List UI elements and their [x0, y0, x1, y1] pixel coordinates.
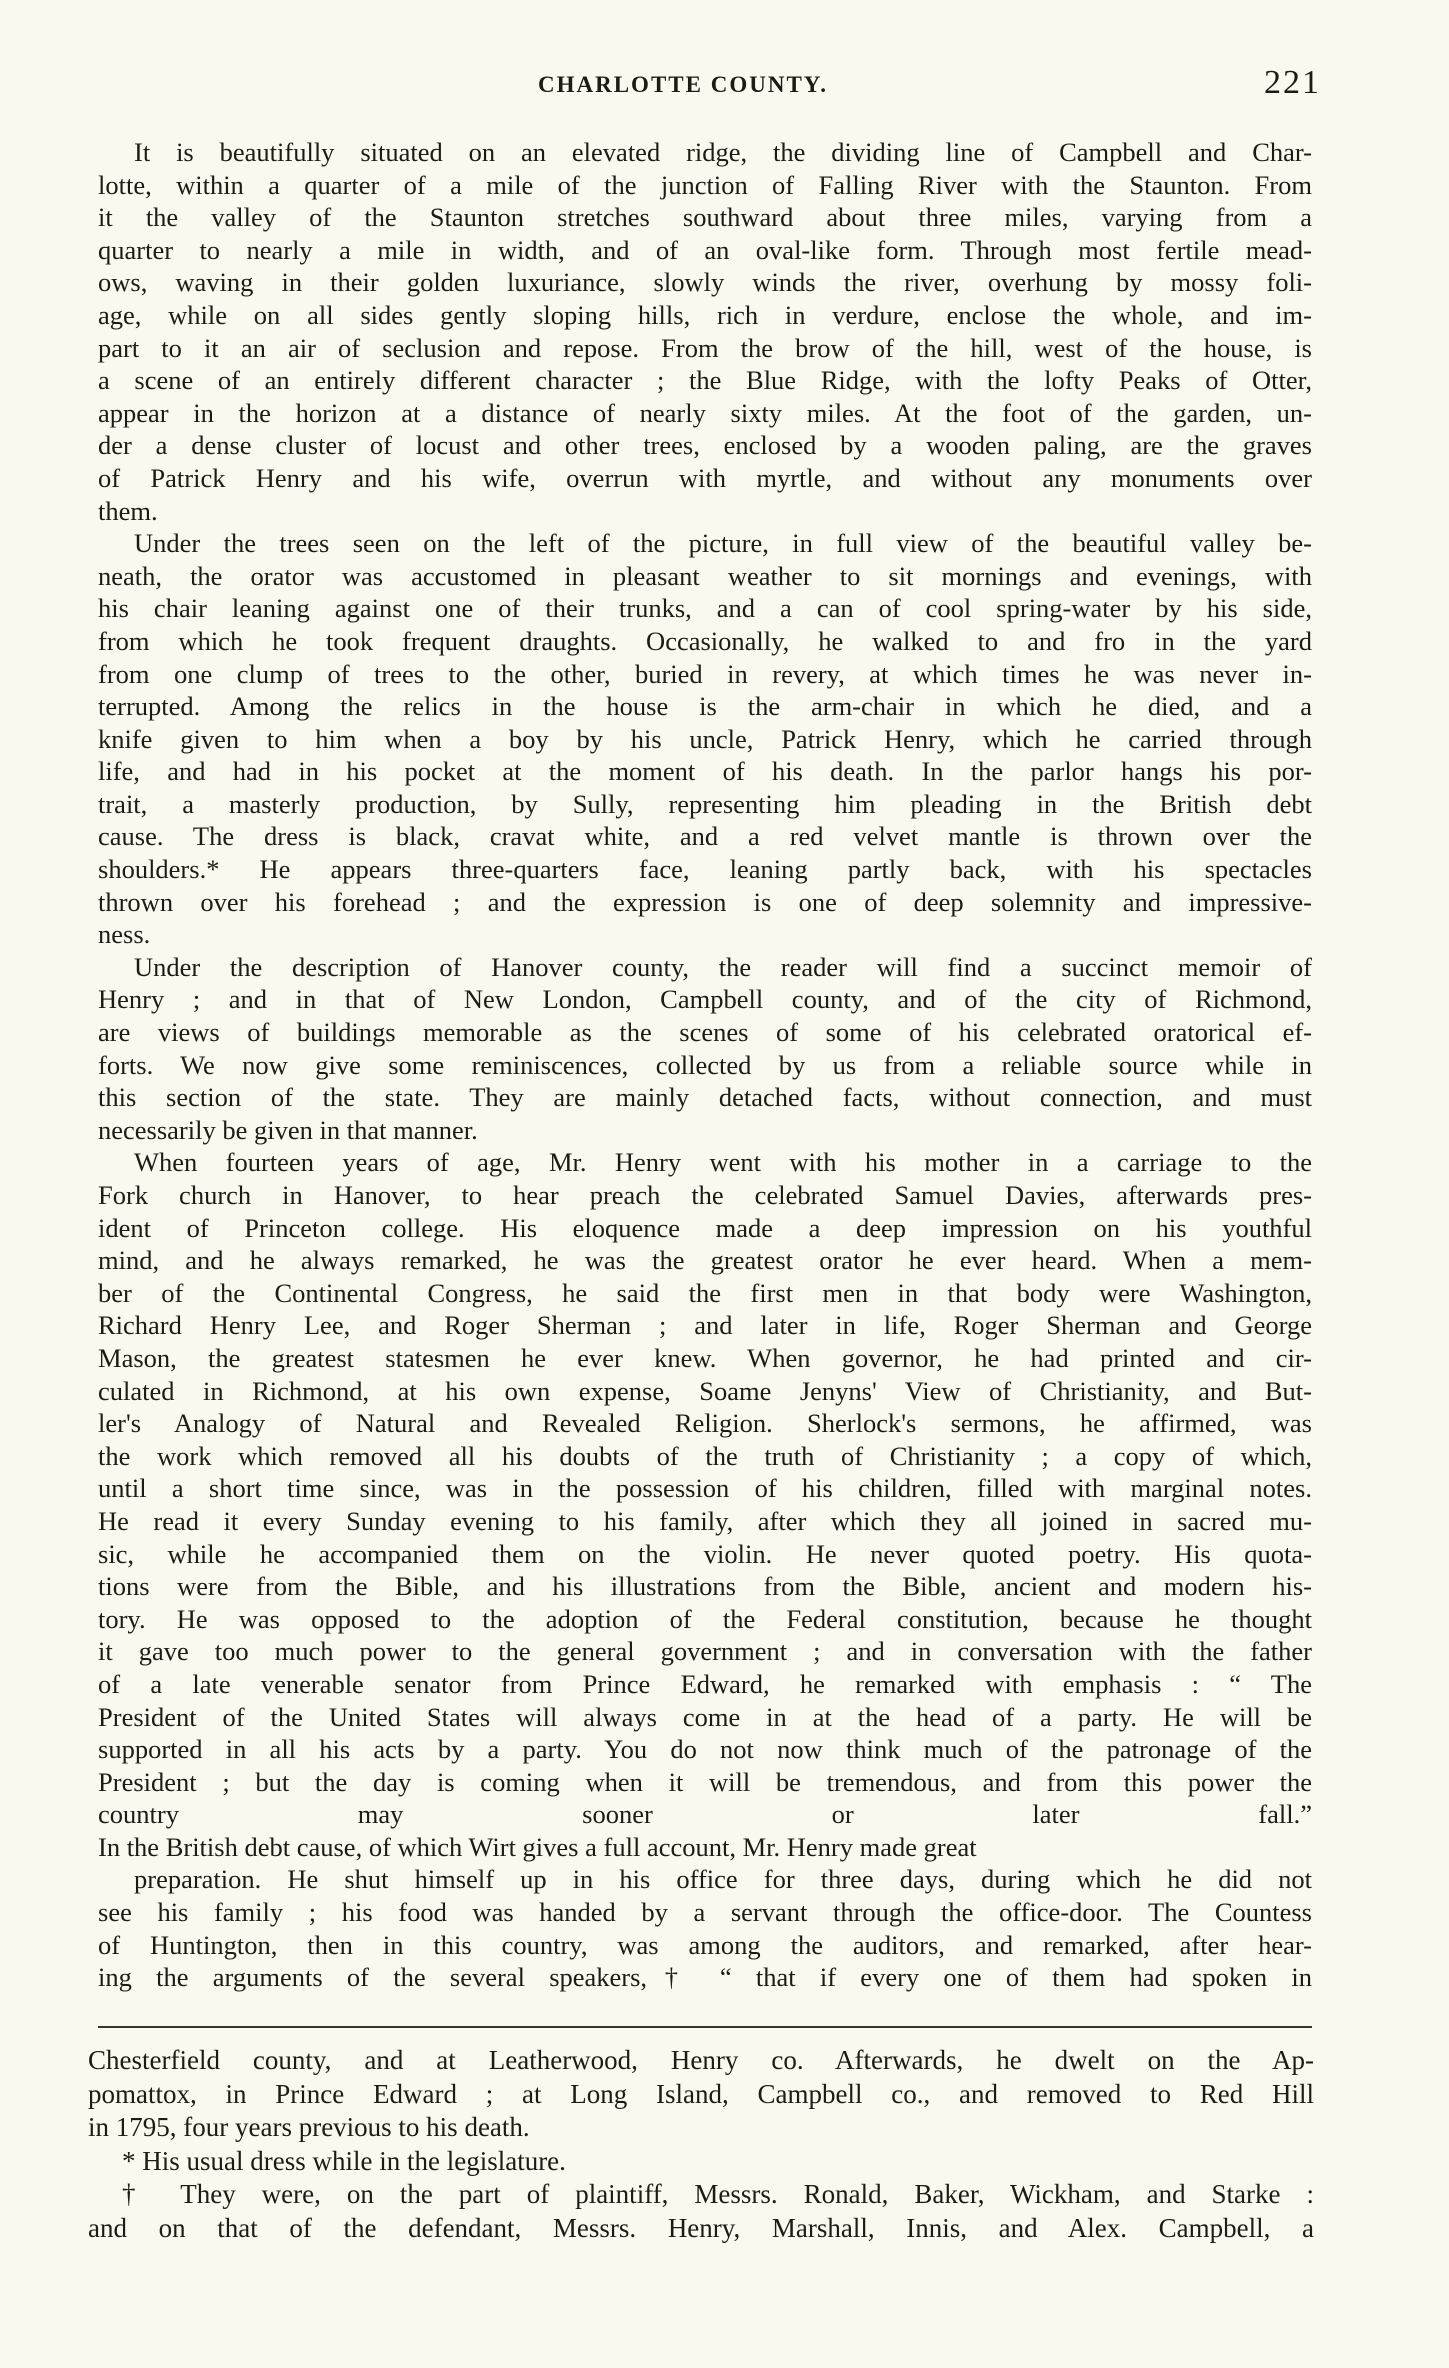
text-line: see his family ; his food was handed by a servant through the office-door. The Countess: [98, 1897, 1312, 1928]
text-line: sic, while he accompanied them on the violin. He never quoted poetry. His quota-: [98, 1538, 1312, 1569]
text-line: life, and had in his pocket at the moment of his death. In the parlor hangs his por-: [98, 756, 1312, 787]
text-line: appear in the horizon at a distance of nearly sixty miles. At the foot of the garden, un-: [98, 397, 1312, 428]
text-line: forts. We now give some reminiscences, collected by us from a reliable source while in: [98, 1049, 1312, 1080]
text-line: In the British debt cause, of which Wirt gives a full account, Mr. Henry made great: [98, 1831, 977, 1862]
footnote-line: Chesterfield county, and at Leatherwood, Henry co. Afterwards, he dwelt on the Ap-: [88, 2045, 1314, 2075]
text-line: trait, a masterly production, by Sully, representing him pleading in the British debt: [98, 788, 1312, 819]
footnote-line: pomattox, in Prince Edward ; at Long Island, Campbell co., and removed to Red Hill: [88, 2078, 1314, 2109]
text-line: Mason, the greatest statesmen he ever knew. When governor, he had printed and cir-: [98, 1342, 1312, 1373]
footnote-line: * His usual dress while in the legislature.: [122, 2145, 566, 2176]
page-number: 221: [1264, 64, 1321, 101]
text-line: until a short time since, was in the possession of his children, filled with marginal notes.: [98, 1473, 1312, 1504]
text-line: preparation. He shut himself up in his office for three days, during which he did not: [134, 1864, 1312, 1895]
text-line: knife given to him when a boy by his uncle, Patrick Henry, which he carried through: [98, 723, 1312, 754]
text-line: a scene of an entirely different character ; the Blue Ridge, with the lofty Peaks of Otter,: [98, 365, 1312, 396]
text-line: age, while on all sides gently sloping hills, rich in verdure, enclose the whole, and im-: [98, 299, 1312, 330]
text-line: the work which removed all his doubts of the truth of Christianity ; a copy of which,: [98, 1440, 1312, 1471]
text-line: necessarily be given in that manner.: [98, 1114, 478, 1145]
text-line: Richard Henry Lee, and Roger Sherman ; and later in life, Roger Sherman and George: [98, 1310, 1312, 1341]
text-line: neath, the orator was accustomed in pleasant weather to sit mornings and evenings, with: [98, 560, 1312, 591]
text-line: He read it every Sunday evening to his family, after which they all joined in sacred mu-: [98, 1505, 1312, 1536]
text-line: of a late venerable senator from Prince Edward, he remarked with emphasis : “ The: [98, 1668, 1312, 1699]
footnote-line: † They were, on the part of plaintiff, Messrs. Ronald, Baker, Wickham, and Starke :: [122, 2179, 1314, 2209]
text-line: Fork church in Hanover, to hear preach the celebrated Samuel Davies, afterwards pres-: [98, 1180, 1312, 1210]
text-line: ows, waving in their golden luxuriance, slowly winds the river, overhung by mossy foli-: [98, 267, 1312, 298]
text-line: culated in Richmond, at his own expense, Soame Jenyns' View of Christianity, and But-: [98, 1375, 1312, 1406]
text-line: quarter to nearly a mile in width, and of an oval-like form. Through most fertile mead-: [98, 234, 1312, 265]
text-line: of Patrick Henry and his wife, overrun with myrtle, and without any monuments over: [98, 462, 1312, 493]
body-text: [98, 136, 1312, 1994]
footnote-line: in 1795, four years previous to his death.: [88, 2112, 530, 2142]
text-line: it the valley of the Staunton stretches southward about three miles, varying from a: [98, 202, 1312, 233]
text-line: his chair leaning against one of their trunks, and a can of cool spring-water by his side,: [98, 593, 1312, 624]
text-line: Henry ; and in that of New London, Campbell county, and of the city of Richmond,: [98, 984, 1312, 1015]
text-line: part to it an air of seclusion and repose. From the brow of the hill, west of the house, is: [98, 332, 1312, 363]
text-line: terrupted. Among the relics in the house is the arm-chair in which he died, and a: [98, 691, 1312, 722]
text-line: ident of Princeton college. His eloquence made a deep impression on his youthful: [98, 1212, 1312, 1243]
text-line: ing the arguments of the several speakers,† “ that if every one of them had spoken in: [98, 1962, 1312, 1993]
footnote-line: and on that of the defendant, Messrs. Henry, Marshall, Innis, and Alex. Campbell, a: [88, 2212, 1314, 2243]
text-line: shoulders.* He appears three-quarters face, leaning partly back, with his spectacles: [98, 854, 1312, 885]
text-line: from one clump of trees to the other, buried in revery, at which times he was never in-: [98, 658, 1312, 689]
text-line: them.: [98, 495, 158, 526]
text-line: thrown over his forehead ; and the expression is one of deep solemnity and impressive-: [98, 886, 1312, 917]
text-line: are views of buildings memorable as the scenes of some of his celebrated oratorical ef-: [98, 1017, 1312, 1048]
text-line: supported in all his acts by a party. You do not now think much of the patronage of the: [98, 1734, 1312, 1765]
text-line: lotte, within a quarter of a mile of the junction of Falling River with the Staunton. From: [98, 169, 1312, 200]
text-line: President of the United States will always come in at the head of a party. He will be: [98, 1701, 1312, 1732]
text-line: ber of the Continental Congress, he said the first men in that body were Washington,: [98, 1277, 1312, 1308]
text-line: It is beautifully situated on an elevated ridge, the dividing line of Campbell and Char-: [134, 137, 1312, 167]
text-line: tory. He was opposed to the adoption of the Federal constitution, because he thought: [98, 1603, 1312, 1634]
text-line: of Huntington, then in this country, was among the auditors, and remarked, after hear-: [98, 1929, 1312, 1960]
page-header: [0, 64, 1449, 108]
text-line: tions were from the Bible, and his illustrations from the Bible, ancient and modern his-: [98, 1571, 1312, 1602]
text-line: it gave too much power to the general government ; and in conversation with the father: [98, 1636, 1312, 1667]
footnotes: [88, 2044, 1314, 2245]
text-line: from which he took frequent draughts. Occasionally, he walked to and fro in the yard: [98, 625, 1312, 656]
running-head: CHARLOTTE COUNTY.: [538, 72, 829, 97]
text-line: country may sooner or later fall.”: [98, 1799, 1312, 1830]
footnote-divider: [98, 2026, 1312, 2028]
text-line: this section of the state. They are mainly detached facts, without connection, and must: [98, 1082, 1312, 1113]
text-line: Under the trees seen on the left of the picture, in full view of the beautiful valley be-: [134, 528, 1312, 559]
text-line: der a dense cluster of locust and other trees, enclosed by a wooden paling, are the graves: [98, 430, 1312, 461]
text-line: ness.: [98, 919, 151, 950]
text-line: cause. The dress is black, cravat white, and a red velvet mantle is thrown over the: [98, 821, 1312, 852]
text-line: President ; but the day is coming when it will be tremendous, and from this power the: [98, 1766, 1312, 1797]
text-line: When fourteen years of age, Mr. Henry went with his mother in a carriage to the: [134, 1147, 1312, 1178]
text-line: Under the description of Hanover county, the reader will find a succinct memoir of: [134, 951, 1312, 982]
text-line: ler's Analogy of Natural and Revealed Religion. Sherlock's sermons, he affirmed, was: [98, 1408, 1312, 1439]
text-line: mind, and he always remarked, he was the greatest orator he ever heard. When a mem-: [98, 1245, 1312, 1276]
